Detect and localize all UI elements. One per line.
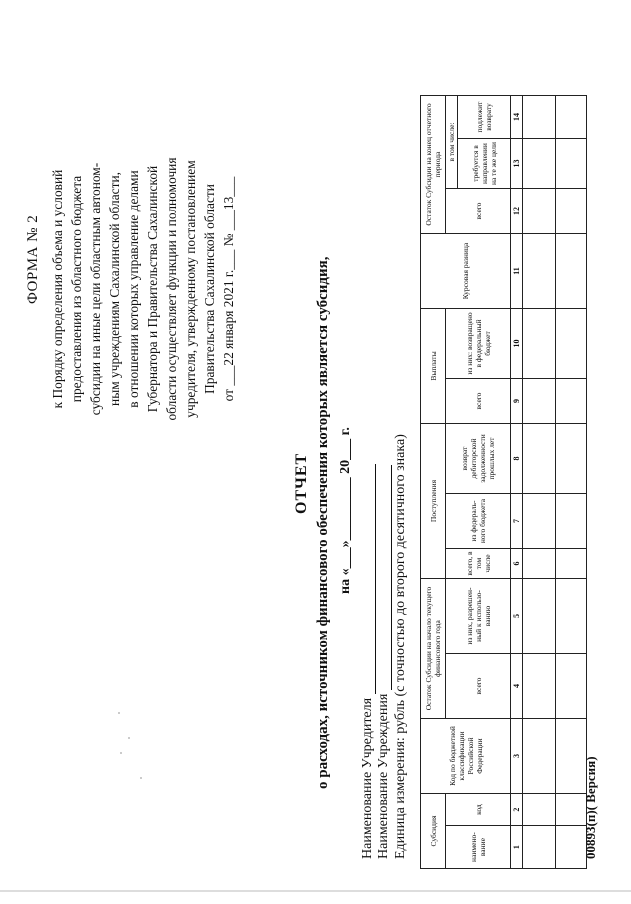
report-date-line: на «___»_________ 20___ г.: [338, 427, 353, 594]
table-row: [556, 96, 587, 869]
header-name: наимено-вание: [446, 826, 511, 869]
header-returned-federal: из них: возвращено в федеральный бюджет: [446, 309, 511, 379]
order-line: к Порядку определения объема и условий: [50, 169, 65, 409]
col-number: 4: [511, 654, 523, 719]
table-row: [523, 96, 556, 869]
header-total-end: всего: [446, 189, 511, 234]
col-number: 2: [511, 794, 523, 826]
col-number: 14: [511, 96, 523, 139]
col-number: 5: [511, 579, 523, 654]
order-line: Правительства Сахалинской области: [202, 184, 217, 394]
founder-name-field: Наименование Учредителя: [360, 464, 376, 859]
header-payments: Выплаты: [421, 309, 446, 424]
col-number: 1: [511, 826, 523, 869]
col-number: 12: [511, 189, 523, 234]
report-subtitle: о расходах, источником финансового обеспечения которых является субсидия,: [315, 256, 331, 789]
report-table: [420, 95, 587, 869]
form-number: ФОРМА № 2: [25, 214, 41, 304]
header-from-federal: из федераль-ного бюджета: [446, 494, 511, 549]
order-line: Губернатора и Правительства Сахалинской: [145, 165, 160, 413]
order-line: субсидии на иные цели областным автоном-: [88, 162, 103, 416]
scan-speck: [140, 777, 142, 779]
header-required-same-purpose: требуется в направлении на те же цели: [458, 139, 511, 189]
col-number: 13: [511, 139, 523, 189]
order-line: предоставления из областного бюджета: [69, 175, 84, 403]
header-budget-code: Код по бюджетной классификации Российской Федерации: [421, 719, 511, 794]
order-line: ным учреждениям Сахалинской области,: [107, 172, 122, 406]
header-receipts: Поступления: [421, 424, 446, 579]
order-line: от ___22 января 2021 г.___ № ___13___: [221, 176, 236, 402]
scan-speck: [128, 737, 130, 739]
institution-name-field: Наименование Учреждения: [376, 465, 392, 859]
header-code: код: [446, 794, 511, 826]
order-line: области осуществляет функции и полномочия: [164, 157, 179, 421]
header-allowed-use: из них, разрешен-ный к использо-ванию: [446, 579, 511, 654]
unit-of-measure: Единица измерения: рубль (с точностью до второго десятичного знака): [393, 434, 408, 859]
order-reference-block: [48, 29, 238, 549]
header-balance-end: Остаток Субсидии на конец отчетного периода: [421, 96, 446, 234]
header-subject-to-return: подлежит возврату: [458, 96, 511, 139]
col-number: 6: [511, 549, 523, 579]
header-subsidy: Субсидия: [421, 794, 446, 869]
form-version: 00893(п)( Версия): [583, 756, 598, 859]
header-including: в том числе:: [446, 96, 458, 189]
scan-speck: [120, 752, 122, 754]
col-number: 9: [511, 379, 523, 424]
header-receivables-return: возврат дебиторской задолженности прошлых лет: [446, 424, 511, 494]
header-receipts-total: всего, в том числе: [446, 549, 511, 579]
col-number: 11: [511, 234, 523, 309]
col-number: 10: [511, 309, 523, 379]
header-total-start: всего: [446, 654, 511, 719]
order-line: в отношении которых управление делами: [126, 170, 141, 408]
header-balance-start: Остаток Субсидии на начало текущего финансового года: [421, 579, 446, 719]
col-number: 3: [511, 719, 523, 794]
col-number: 7: [511, 494, 523, 549]
report-title: ОТЧЕТ: [293, 452, 310, 514]
col-number: 8: [511, 424, 523, 494]
order-line: учредителя, утвержденному постановлением: [183, 160, 198, 418]
header-payments-total: всего: [446, 379, 511, 424]
header-exchange-diff: Курсовая разница: [421, 234, 511, 309]
scan-speck: [118, 712, 120, 714]
